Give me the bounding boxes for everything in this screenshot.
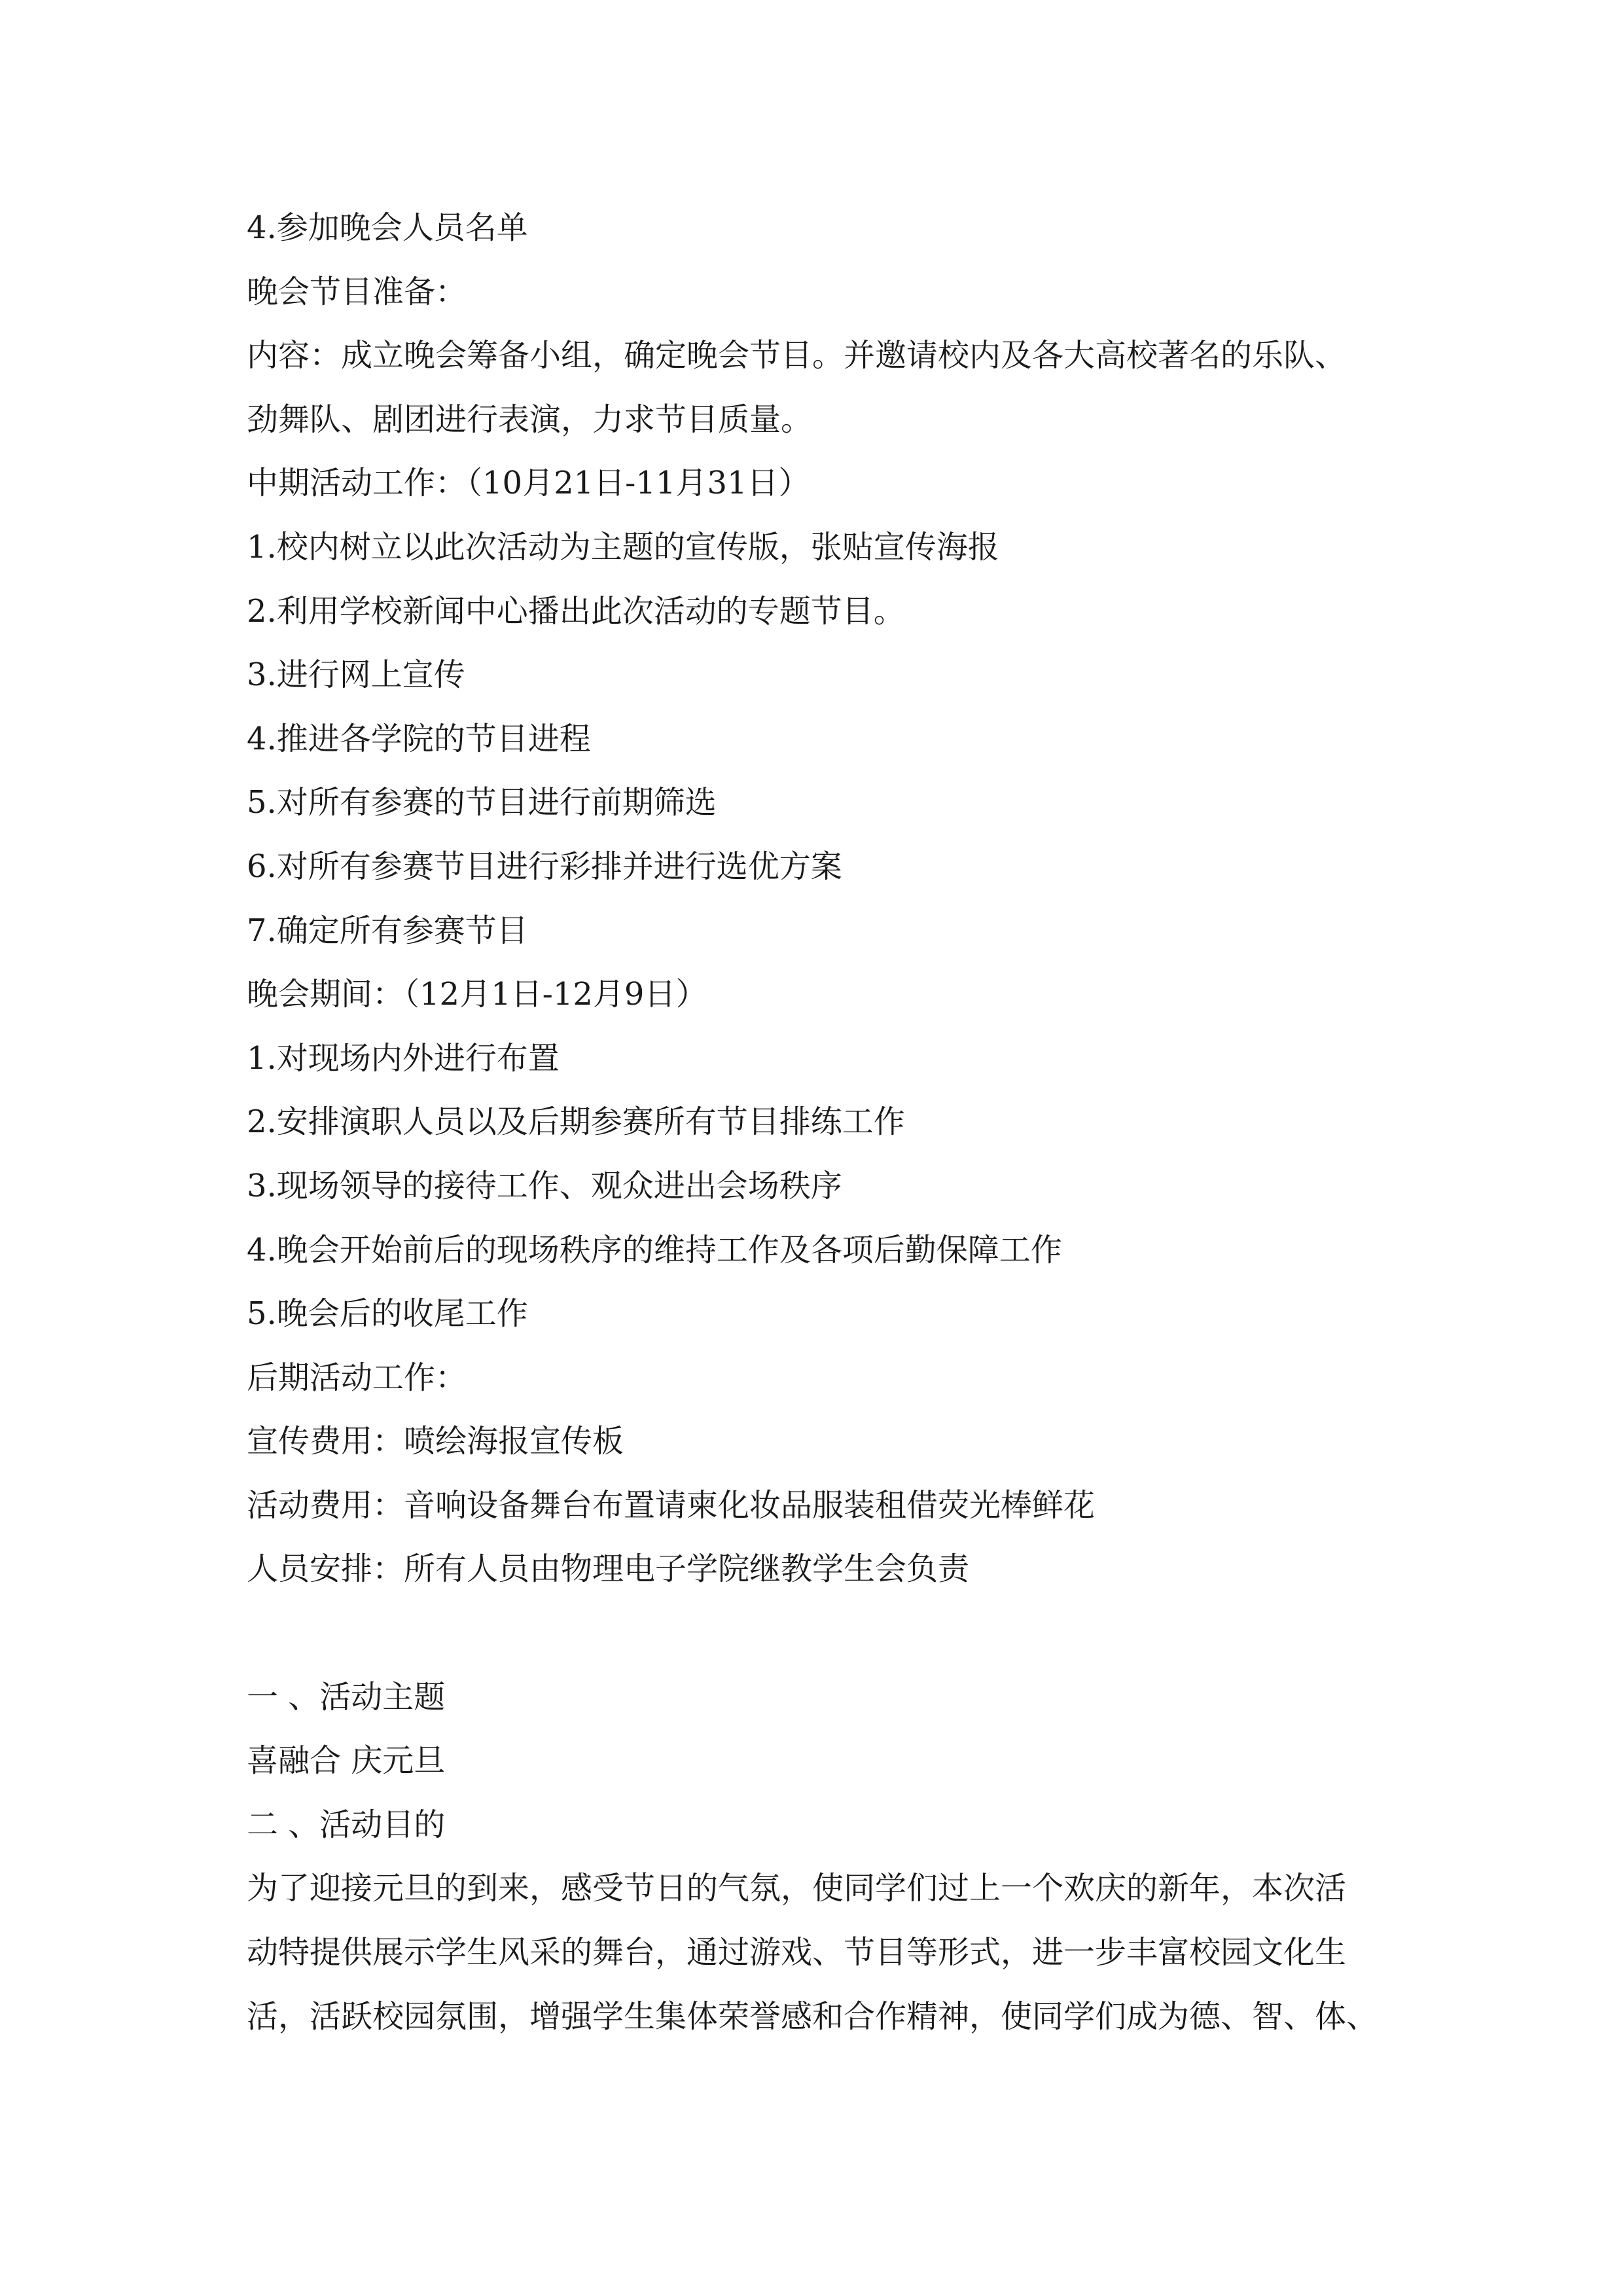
text-line: 2.安排演职人员以及后期参赛所有节目排练工作: [247, 1103, 905, 1141]
text-line: 晚会期间：（12月1日-12月9日）: [247, 976, 707, 1013]
text-line: 1.校内树立以此次活动为主题的宣传版，张贴宣传海报: [247, 528, 999, 565]
text-line: 活动费用：音响设备舞台布置请柬化妆品服装租借荧光棒鲜花: [247, 1486, 1096, 1524]
text-line: 6.对所有参赛节目进行彩排并进行选优方案: [247, 848, 842, 885]
text-line: 3.现场领导的接待工作、观众进出会场秩序: [247, 1167, 842, 1204]
text-line: 为了迎接元旦的到来，感受节日的气氛，使同学们过上一个欢庆的新年，本次活: [247, 1870, 1347, 1907]
text-line: 3.进行网上宣传: [247, 656, 465, 694]
text-line: 劲舞队、剧团进行表演，力求节目质量。: [247, 401, 813, 438]
text-line: 5.对所有参赛的节目进行前期筛选: [247, 784, 717, 821]
text-line: 1.对现场内外进行布置: [247, 1039, 560, 1077]
text-line: 4.推进各学院的节目进程: [247, 720, 591, 757]
text-line: 内容：成立晚会筹备小组，确定晚会节目。并邀请校内及各大高校著名的乐队、: [247, 337, 1347, 374]
text-line: 7.确定所有参赛节目: [247, 912, 528, 949]
text-line: 2.利用学校新闻中心播出此次活动的专题节目。: [247, 592, 905, 630]
paragraph-gap: [247, 1602, 1418, 1666]
text-line: 动特提供展示学生风采的舞台，通过游戏、节目等形式，进一步丰富校园文化生: [247, 1934, 1347, 1971]
text-line: 宣传费用：喷绘海报宣传板: [247, 1423, 624, 1460]
text-line: 后期活动工作：: [247, 1359, 467, 1396]
text-line: 5.晚会后的收尾工作: [247, 1295, 528, 1333]
text-line: 活，活跃校园氛围，增强学生集体荣誉感和合作精神，使同学们成为德、智、体、: [247, 1998, 1378, 2035]
text-line: 喜融合 庆元旦: [247, 1742, 446, 1780]
text-line: 人员安排：所有人员由物理电子学院继教学生会负责: [247, 1551, 970, 1588]
text-line: 4.参加晚会人员名单: [247, 209, 528, 246]
text-line: 4.晚会开始前后的现场秩序的维持工作及各项后勤保障工作: [247, 1231, 1062, 1268]
document-body: [247, 196, 1418, 2049]
section-heading: 二 、活动目的: [247, 1806, 446, 1843]
text-line: 晚会节目准备：: [247, 273, 467, 310]
text-line: 中期活动工作：（10月21日-11月31日）: [247, 465, 810, 502]
section-heading: 一 、活动主题: [247, 1678, 446, 1715]
